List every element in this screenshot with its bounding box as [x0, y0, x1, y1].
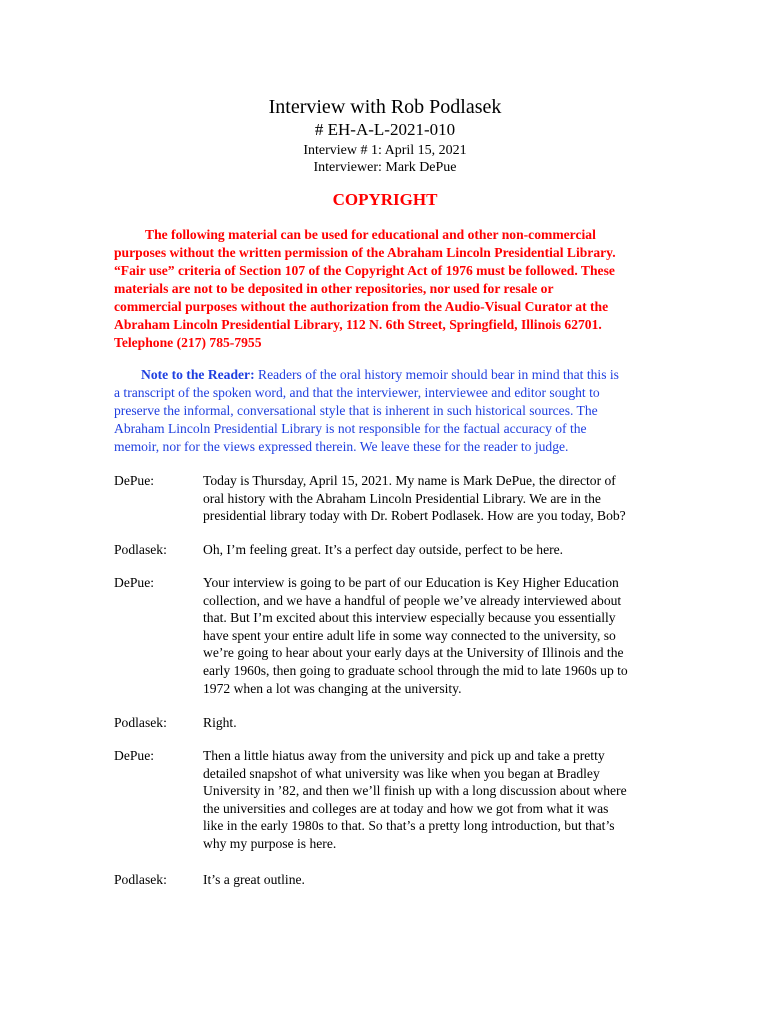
copyright-line: materials are not to be deposited in other repositories, nor used for resale or	[114, 281, 554, 296]
speech-line: Right.	[203, 715, 237, 730]
speech-line: Oh, I’m feeling great. It’s a perfect day outside, perfect to be here.	[203, 542, 564, 557]
copyright-heading: COPYRIGHT	[332, 190, 438, 209]
copyright-line: “Fair use” criteria of Section 107 of the Copyright Act of 1976 must be followed. These	[114, 263, 615, 278]
speech-line: Today is Thursday, April 15, 2021. My name is Mark DePue, the director of	[203, 473, 616, 488]
interviewer-name: Interviewer: Mark DePue	[313, 160, 457, 175]
speaker-label: Podlasek:	[114, 872, 167, 887]
speech-text	[203, 747, 683, 853]
speech-line: Then a little hiatus away from the university and pick up and take a pretty	[203, 748, 605, 763]
speech-line: presidential library today with Dr. Robert Podlasek. How are you today, Bob?	[203, 508, 626, 524]
speech-line: have spent your entire adult life in some way connected to the university, so	[203, 627, 616, 643]
reader-note-lead: Note to the Reader:	[141, 367, 255, 382]
speaker-label: DePue:	[114, 748, 155, 763]
speech-line: like in the early 1980s to that. So that’s a pretty long introduction, but that’s	[203, 818, 615, 834]
speech-line: University in ’82, and then we’ll finish up with a long discussion about where	[203, 783, 627, 799]
speech-line: that. But I’m excited about this interview especially because you essentially	[203, 610, 616, 626]
interview-date: Interview # 1: April 15, 2021	[303, 143, 467, 158]
speech-text	[203, 472, 683, 525]
copyright-line: Abraham Lincoln Presidential Library, 112 N. 6th Street, Springfield, Illinois 62701.	[114, 317, 602, 332]
speech-text	[203, 541, 683, 559]
speaker-label: Podlasek:	[114, 542, 167, 557]
speech-text	[203, 574, 683, 697]
speech-text	[203, 714, 683, 732]
speech-line: detailed snapshot of what university was like when you began at Bradley	[203, 765, 600, 781]
reader-note-line: Abraham Lincoln Presidential Library is not responsible for the factual accuracy of the	[114, 421, 587, 436]
reader-note-line: a transcript of the spoken word, and that the interviewer, interviewee and editor sought to	[114, 385, 600, 400]
speech-line: early 1960s, then going to graduate school through the mid to late 1960s up to	[203, 662, 628, 678]
speaker-label: Podlasek:	[114, 715, 167, 730]
speech-line: It’s a great outline.	[203, 872, 305, 887]
reader-note	[114, 366, 676, 456]
reader-note-first-line	[114, 366, 676, 384]
copyright-line: The following material can be used for educational and other non-commercial	[145, 227, 596, 242]
speech-line: Your interview is going to be part of our Education is Key Higher Education	[203, 575, 619, 590]
reader-note-line: preserve the informal, conversational style that is inherent in such historical sources. The	[114, 403, 598, 418]
reader-note-line: Readers of the oral history memoir should bear in mind that this is	[254, 367, 619, 382]
speech-text	[203, 871, 683, 889]
copyright-line: purposes without the written permission of the Abraham Lincoln Presidential Library.	[114, 245, 616, 260]
document-title: Interview with Rob Podlasek	[268, 96, 502, 118]
copyright-notice	[114, 226, 676, 352]
speech-line: 1972 when a lot was changing at the university.	[203, 680, 462, 696]
speaker-label: DePue:	[114, 575, 155, 590]
speech-line: why my purpose is here.	[203, 835, 337, 851]
speech-line: oral history with the Abraham Lincoln Presidential Library. We are in the	[203, 490, 601, 506]
reader-note-line: memoir, nor for the views expressed therein. We leave these for the reader to judge.	[114, 439, 569, 454]
speech-line: the universities and colleges are at today and how we got from what it was	[203, 800, 609, 816]
copyright-line: commercial purposes without the authorization from the Audio-Visual Curator at the	[114, 299, 609, 314]
copyright-line: Telephone (217) 785-7955	[114, 335, 262, 350]
document-id: # EH-A-L-2021-010	[314, 120, 456, 139]
speech-line: we’re going to hear about your early days at the University of Illinois and the	[203, 645, 624, 661]
speech-line: collection, and we have a handful of people we’ve already interviewed about	[203, 592, 622, 608]
speaker-label: DePue:	[114, 473, 155, 488]
